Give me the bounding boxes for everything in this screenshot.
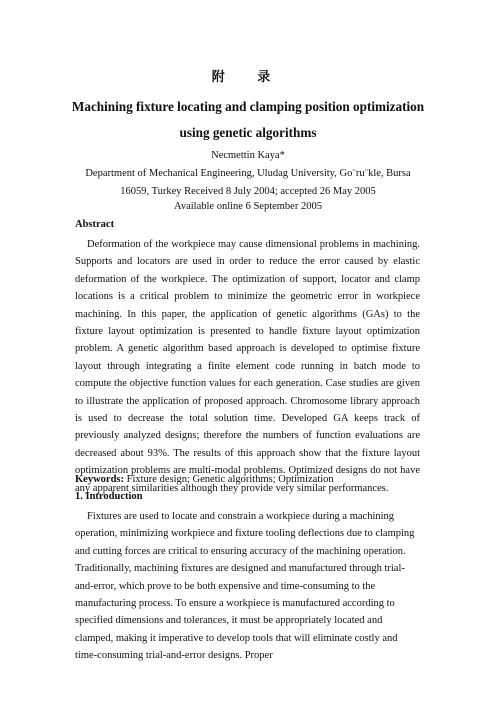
appendix-title: 附 录 bbox=[211, 70, 285, 85]
keywords-line bbox=[75, 474, 334, 485]
affiliation-block: Department of Mechanical Engineering, Uludag University, Go¨ru¨kle, Bursa 16059, Turkey Received 8 July 2004; accepted 26 May 2005 bbox=[85, 168, 411, 197]
section-heading-introduction: 1. Introduction bbox=[75, 491, 143, 502]
abstract-heading: Abstract bbox=[75, 219, 115, 230]
availability-line: Available online 6 September 2005 bbox=[174, 201, 322, 212]
keywords-label: Keywords: bbox=[75, 474, 124, 485]
author-line: Necmettin Kaya* bbox=[211, 150, 285, 161]
introduction-body: Fixtures are used to locate and constrain a workpiece during a machining operation, minimizing workpiece and fixture tooling deflections due to clamping and cutting forces are critical to ensuring accuracy of the machining operation. Traditionally, machining fixtures are designed and manufactured through trial-and-error, which prove to be both expensive and time-consuming to the manufacturing process. To ensure a workpiece is manufactured according to specified dimensions and tolerances, it must be appropriately located and clamped, making it imperative to develop tools that will eliminate costly and time-consuming trial-and-error designs. Proper bbox=[75, 511, 415, 662]
keywords-text: Fixture design; Genetic algorithms; Optimization bbox=[124, 474, 334, 485]
abstract-body: Deformation of the workpiece may cause dimensional problems in machining. Supports and locators are used in order to reduce the error caused by elastic deformation of the workpiece. The optimization of support, locator and clamp locations is a critical problem to minimize the geometric error in workpiece machining. In this paper, the application of genetic algorithms (GAs) to the fixture layout optimization is presented to handle fixture layout optimization problem. A genetic algorithm based approach is developed to optimise fixture layout through integrating a finite element code running in batch mode to compute the objective function values for each generation. Case studies are given to illustrate the application of proposed approach. Chromosome library approach is used to decrease the total solution time. Developed GA keeps track of previously analyzed designs; therefore the numbers of function evaluations are decreased about 93%. The results of this approach show that the fixture layout optimization problems are multi-modal problems. Optimized designs do not have any apparent similarities although they provide very similar performances. bbox=[75, 239, 420, 494]
paper-title: Machining fixture locating and clamping position optimization using genetic algorithms bbox=[71, 99, 425, 140]
